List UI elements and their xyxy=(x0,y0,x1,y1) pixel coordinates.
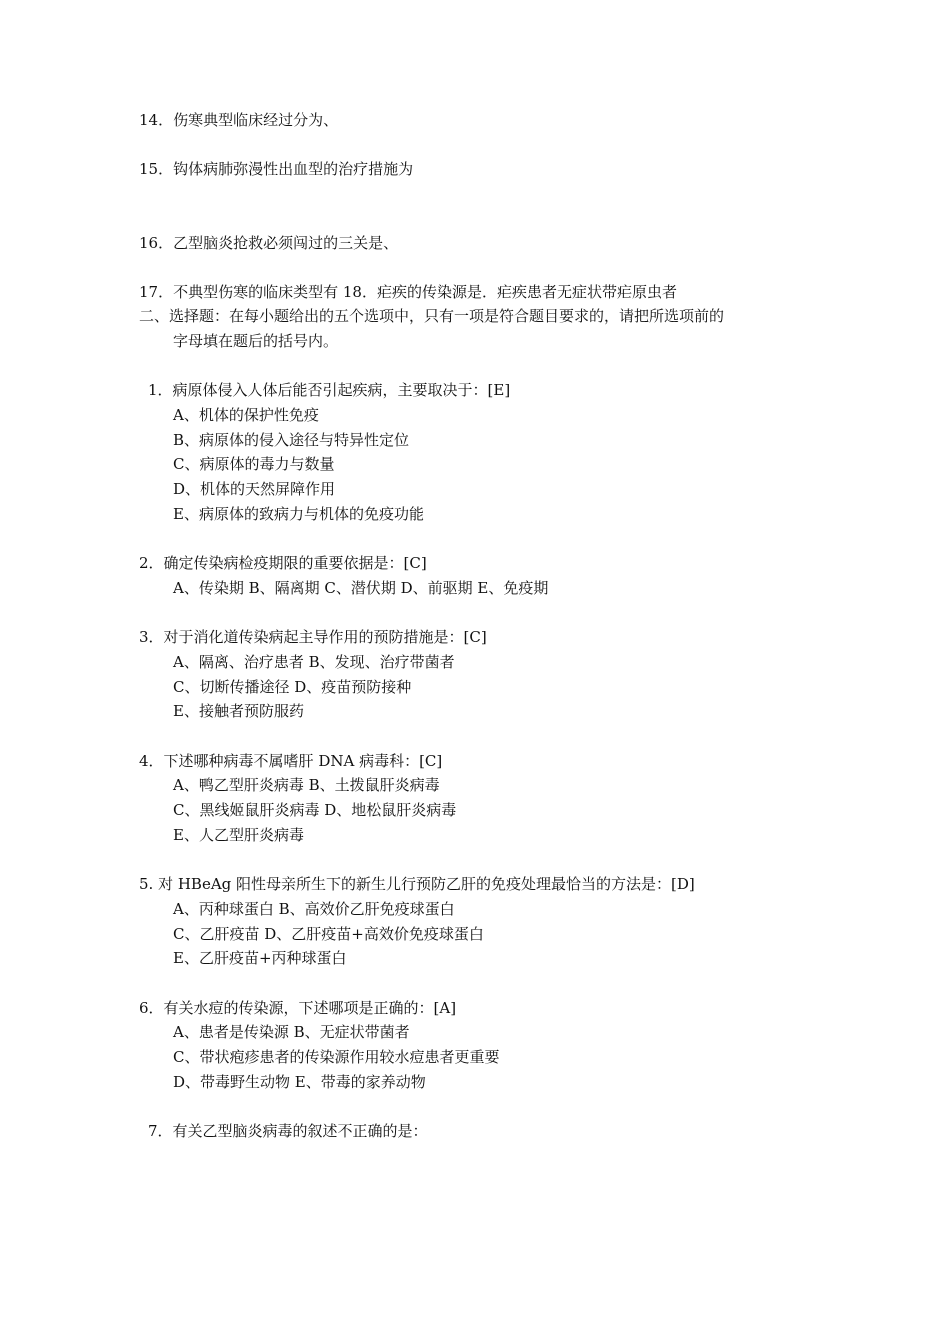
question-2-stem: 2．确定传染病检疫期限的重要依据是：[C] xyxy=(139,554,427,572)
question-5-option-e: E、乙肝疫苗+丙种球蛋白 xyxy=(173,949,347,967)
question-1-option-d: D、机体的天然屏障作用 xyxy=(173,480,336,498)
question-7-stem: 7．有关乙型脑炎病毒的叙述不正确的是： xyxy=(148,1122,428,1140)
question-17-18: 17．不典型伤寒的临床类型有 18．疟疾的传染源是．疟疾患者无症状带疟原虫者 xyxy=(139,283,677,301)
question-4-stem: 4．下述哪种病毒不属嗜肝 DNA 病毒科：[C] xyxy=(139,752,443,770)
question-5-stem: 5. 对 HBeAg 阳性母亲所生下的新生儿行预防乙肝的免疫处理最恰当的方法是：[D] xyxy=(139,875,695,893)
question-3-option-e: E、接触者预防服药 xyxy=(173,702,304,720)
question-4-options-cd: C、黑线姬鼠肝炎病毒 D、地松鼠肝炎病毒 xyxy=(173,801,457,819)
question-6-option-c: C、带状疱疹患者的传染源作用较水痘患者更重要 xyxy=(173,1048,500,1066)
question-5-options-cd: C、乙肝疫苗 D、乙肝疫苗+高效价免疫球蛋白 xyxy=(173,925,484,943)
question-1-stem: 1．病原体侵入人体后能否引起疾病，主要取决于：[E] xyxy=(148,381,511,399)
question-1-option-e: E、病原体的致病力与机体的免疫功能 xyxy=(173,505,424,523)
question-5-options-ab: A、丙种球蛋白 B、高效价乙肝免疫球蛋白 xyxy=(173,900,455,918)
question-2-options: A、传染期 B、隔离期 C、潜伏期 D、前驱期 E、免疫期 xyxy=(173,579,549,597)
question-3-options-cd: C、切断传播途径 D、疫苗预防接种 xyxy=(173,678,412,696)
question-16: 16．乙型脑炎抢救必须闯过的三关是、 xyxy=(139,234,399,252)
section-heading-continued: 字母填在题后的括号内。 xyxy=(173,332,339,350)
question-3-options-ab: A、隔离、治疗患者 B、发现、治疗带菌者 xyxy=(173,653,455,671)
question-1-option-b: B、病原体的侵入途径与特异性定位 xyxy=(173,431,410,449)
question-3-stem: 3．对于消化道传染病起主导作用的预防措施是：[C] xyxy=(139,628,487,646)
question-1-option-c: C、病原体的毒力与数量 xyxy=(173,455,335,473)
question-6-stem: 6．有关水痘的传染源，下述哪项是正确的：[A] xyxy=(139,999,457,1017)
question-6-options-ab: A、患者是传染源 B、无症状带菌者 xyxy=(173,1023,410,1041)
section-heading: 二、选择题：在每小题给出的五个选项中，只有一项是符合题目要求的，请把所选项前的 xyxy=(139,307,725,325)
question-4-options-ab: A、鸭乙型肝炎病毒 B、土拨鼠肝炎病毒 xyxy=(173,776,440,794)
question-15: 15．钩体病肺弥漫性出血型的治疗措施为 xyxy=(139,160,414,178)
question-4-option-e: E、人乙型肝炎病毒 xyxy=(173,826,304,844)
question-1-option-a: A、机体的保护性免疫 xyxy=(173,406,319,424)
question-14: 14．伤寒典型临床经过分为、 xyxy=(139,111,339,129)
question-6-options-de: D、带毒野生动物 E、带毒的家养动物 xyxy=(173,1073,426,1091)
